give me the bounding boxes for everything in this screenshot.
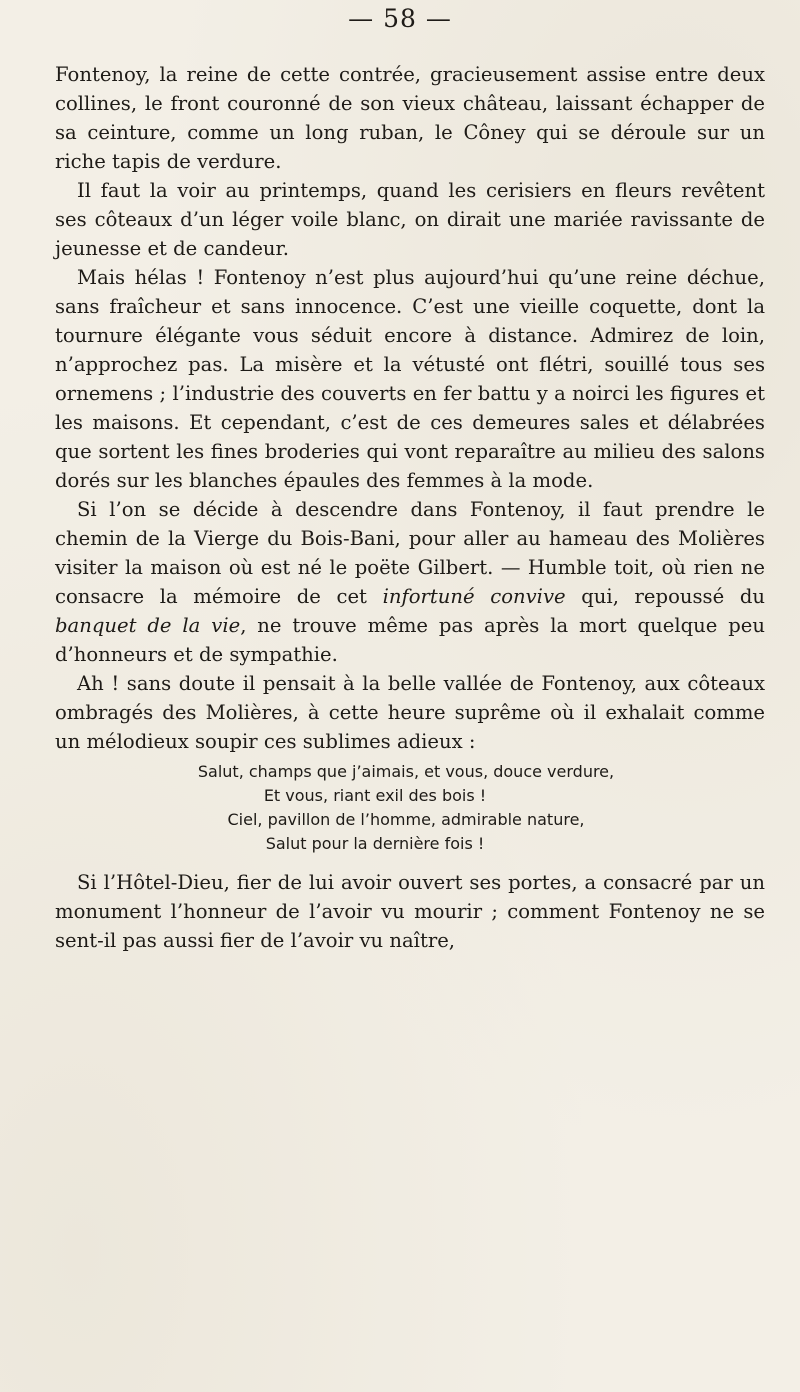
poem-line: Salut, champs que j’aimais, et vous, douce verdure,	[197, 762, 615, 781]
paragraph-farewell: Ah ! sans doute il pensait à la belle vallée de Fontenoy, aux côteaux ombragés des Molières, à cette heure suprême où il exhalait comme un mélodieux soupir ces sublimes adieux :	[55, 672, 765, 753]
paragraph-fontenoy-intro: Fontenoy, la reine de cette contrée, gracieusement assise entre deux collines, le front couronné de son vieux château, laissant échapper de sa ceinture, comme un long ruban, le Côney qui se déroule sur un riche tapis de verdure.	[55, 63, 765, 173]
paragraph-gilbert-house	[55, 495, 765, 669]
poem-quote	[55, 760, 765, 856]
paragraph-text: qui, repoussé du	[581, 585, 765, 608]
paragraph-text: , ne trouve même pas après la mort quelque peu d’honneurs et de sympathie.	[55, 614, 765, 666]
paragraph-text: Si l’on se décide à descendre dans Fontenoy, il faut prendre le chemin de la Vierge du Bois-Bani, pour aller au hameau des Molières visiter la maison où est né le poëte Gilbert. — Humble toit, où rien ne consacre la mémoire de cet	[55, 498, 765, 608]
paragraph-hotel-dieu: Si l’Hôtel-Dieu, fier de lui avoir ouvert ses portes, a consacré par un monument l’honneur de l’avoir vu mourir ; comment Fontenoy ne se sent-il pas aussi fier de l’avoir vu naître,	[55, 871, 765, 952]
body-text	[55, 60, 765, 955]
paragraph-fallen-queen: Mais hélas ! Fontenoy n’est plus aujourd’hui qu’une reine déchue, sans fraîcheur et sans innocence. C’est une vieille coquette, dont la tournure élégante vous séduit encore à distance. Admirez de loin, n’approchez pas. La misère et la vétusté ont flétri, souillé tous ses ornemens ; l’industrie des couverts en fer battu y a noirci les figures et les maisons. Et cependant, c’est de ces demeures sales et délabrées que sortent les fines broderies qui vont reparaître au milieu des salons dorés sur les blanches épaules des femmes à la mode.	[55, 266, 765, 492]
poem-line: Et vous, riant exil des bois !	[263, 786, 487, 805]
poem-line: Salut pour la dernière fois !	[265, 834, 485, 853]
page-number: — 58 —	[348, 4, 452, 33]
italic-phrase: banquet de la vie	[55, 614, 241, 637]
poem-line: Ciel, pavillon de l’homme, admirable nature,	[227, 810, 585, 829]
paragraph-spring: Il faut la voir au printemps, quand les cerisiers en fleurs revêtent ses côteaux d’un léger voile blanc, on dirait une mariée ravissante de jeunesse et de candeur.	[55, 179, 765, 260]
italic-phrase: infortuné convive	[382, 585, 566, 608]
